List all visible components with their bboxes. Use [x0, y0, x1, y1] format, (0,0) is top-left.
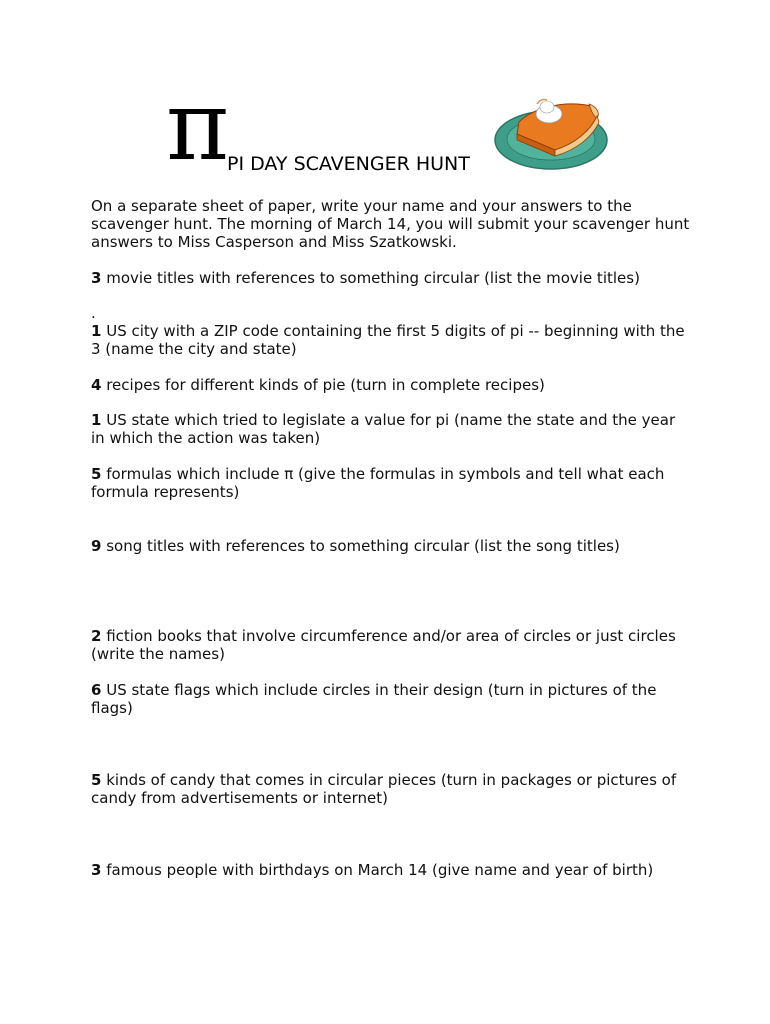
- item-text: famous people with birthdays on March 14 (give name and year of birth): [106, 861, 654, 879]
- list-item: [91, 861, 691, 879]
- item-text: movie titles with references to something circular (list the movie titles): [106, 269, 640, 287]
- item-count: 3: [91, 861, 102, 879]
- item-text: formulas which include π (give the formulas in symbols and tell what each formula represents): [91, 465, 665, 501]
- list-item: [91, 537, 691, 555]
- list-item: [91, 269, 691, 287]
- item-count: 5: [91, 465, 102, 483]
- item-text: US state which tried to legislate a value for pi (name the state and the year in which the action was taken): [91, 411, 676, 447]
- item-count: 4: [91, 376, 102, 394]
- list-item: [91, 771, 691, 807]
- page-title: PI DAY SCAVENGER HUNT: [227, 153, 470, 175]
- item-text: fiction books that involve circumference and/or area of circles or just circles (write the names): [91, 627, 676, 663]
- item-count: 6: [91, 681, 102, 699]
- list-item: [91, 465, 691, 501]
- list-item: [91, 322, 691, 358]
- list-item: [91, 627, 691, 663]
- stray-mark: .: [91, 304, 96, 322]
- item-count: 5: [91, 771, 102, 789]
- item-count: 9: [91, 537, 102, 555]
- item-text: US state flags which include circles in their design (turn in pictures of the flags): [91, 681, 657, 717]
- list-item: [91, 411, 691, 447]
- item-text: US city with a ZIP code containing the first 5 digits of pi -- beginning with the 3 (name the city and state): [91, 322, 685, 358]
- instructions: [91, 197, 691, 879]
- item-count: 3: [91, 269, 102, 287]
- pie-slice-icon: [493, 94, 609, 172]
- item-text: song titles with references to something circular (list the song titles): [106, 537, 620, 555]
- item-text: kinds of candy that comes in circular pieces (turn in packages or pictures of candy from advertisements or internet): [91, 771, 677, 807]
- item-text: recipes for different kinds of pie (turn in complete recipes): [106, 376, 545, 394]
- intro-paragraph: On a separate sheet of paper, write your name and your answers to the scavenger hunt. The morning of March 14, you will submit your scavenger hunt answers to Miss Casperson and Miss Szatkowski.: [91, 197, 690, 251]
- list-item: [91, 376, 691, 394]
- item-count: 2: [91, 627, 102, 645]
- list-item: [91, 681, 691, 717]
- pi-symbol-icon: π: [166, 70, 230, 182]
- item-count: 1: [91, 411, 102, 429]
- item-count: 1: [91, 322, 102, 340]
